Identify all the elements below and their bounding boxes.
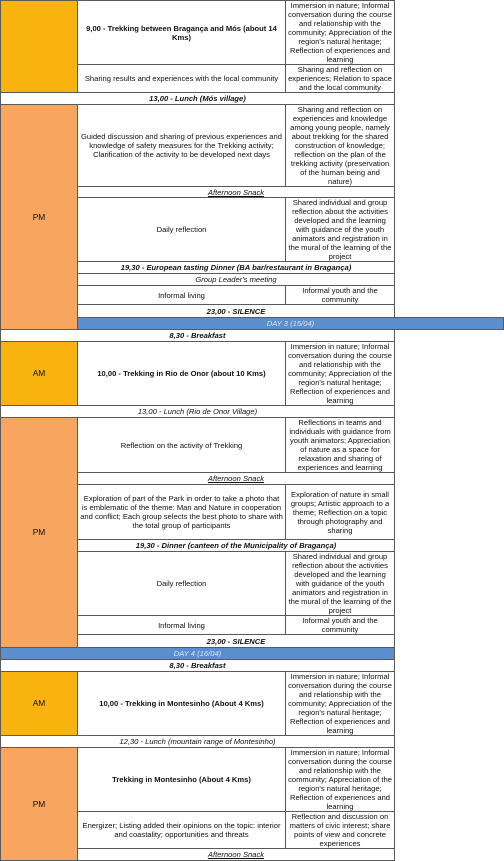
day3-objectives-trekking-rio-de-onor: Immersion in nature; Informal conversation during the course and relationship with the community; Appreciation of the region's natural heritage; Reflection of experiences and learning: [286, 342, 395, 406]
day3-objectives-reflection-trekking: Reflections in teams and individuals with guidance from youth animators; Appreciation of nature as a space for relaxation and sharing of experiences and learning: [286, 418, 395, 473]
day3-activity-trekking-rio-de-onor: 10,00 - Trekking in Rio de Onor (about 10 Kms): [78, 342, 286, 406]
day4-objectives-energizer: Reflection and discussion on matters of civic interest; share points of view and concrete experiences: [286, 812, 395, 849]
day4-activity-trekking-montesinho: 10,00 - Trekking in Montesinho (About 4 Kms): [78, 672, 286, 736]
day3-lunch-row: 13,00 - Lunch (Rio de Onor Village): [1, 406, 395, 418]
day3-activity-daily-reflection: Daily reflection: [78, 552, 286, 616]
activity-sharing-results: Sharing results and experiences with the local community: [78, 65, 286, 93]
dinner-european-row: 19,30 - European tasting Dinner (BA bar/restaurant in Bragança): [78, 262, 395, 274]
period-pm-label: PM: [32, 211, 46, 222]
day4-period-am: AM: [1, 672, 78, 736]
lunch-mos-row: 13,00 - Lunch (Mós village): [1, 93, 395, 105]
objectives-sharing-results: Sharing and reflection on experiences; Relation to space and the local community: [286, 65, 395, 93]
day4-objectives-trekking-montesinho: Immersion in nature; Informal conversation during the course and relationship with the community; Appreciation of the region's natural heritage; Reflection of experiences and learning: [286, 672, 395, 736]
day3-dinner-row: 19,30 - Dinner (canteen of the Municipality of Bragança): [78, 540, 395, 552]
objectives-informal-living: Informal youth and the community: [286, 286, 395, 305]
day3-period-pm: PM: [1, 418, 78, 648]
activity-daily-reflection: Daily reflection: [78, 198, 286, 262]
day3-activity-reflection-trekking: Reflection on the activity of Trekking: [78, 418, 286, 473]
activity-informal-living: Informal living: [78, 286, 286, 305]
day-4-header: DAY 4 (16/04): [1, 648, 395, 660]
day3-period-am: AM: [1, 342, 78, 406]
day3-activity-informal-living: Informal living: [78, 616, 286, 635]
period-pm-cell: [1, 105, 78, 330]
afternoon-snack-row: Afternoon Snack: [78, 187, 395, 198]
day4-breakfast-row: 8,30 - Breakfast: [1, 660, 395, 672]
day-3-header: DAY 3 (15/04): [78, 318, 504, 330]
day3-silence-row: 23,00 - SILENCE: [78, 635, 395, 648]
activity-guided-discussion: Guided discussion and sharing of previous experiences and knowledge of safety measures for the Trekking activity; Clarification of the activity to be developed next days: [78, 105, 286, 187]
day4-activity-energizer: Energizer; Listing added their opinions on the topic: interior and coastality; opportunities and threats: [78, 812, 286, 849]
day4-period-pm: PM: [1, 748, 78, 861]
day3-objectives-informal-living: Informal youth and the community: [286, 616, 395, 635]
day3-objectives-daily-reflection: Shared individual and group reflection about the activities developed and the learning with guidance of the youth animators and registration in the mural of the learning of the project: [286, 552, 395, 616]
day4-activity-trekking-montesinho-pm: Trekking in Montesinho (About 4 Kms): [78, 748, 286, 812]
group-leaders-meeting-row: Group Leader's meeting: [78, 274, 395, 286]
day4-afternoon-snack-row: Afternoon Snack: [78, 849, 395, 861]
period-am-cell: [1, 1, 78, 93]
objectives-guided-discussion: Sharing and reflection on experiences and knowledge among young people, namely about trekking for the shared construction of knowledge; reflection on the plan of the trekking activity (preservation of the human being and nature): [286, 105, 395, 187]
day3-objectives-exploration-park: Exploration of nature in small groups; Artistic approach to a theme; Reflection on a topic through photography and sharing: [286, 485, 395, 540]
day3-afternoon-snack-row: Afternoon Snack: [78, 473, 395, 485]
objectives-daily-reflection: Shared individual and group reflection about the activities developed and the learning with guidance of the youth animators and registration in the mural of the learning of the project: [286, 198, 395, 262]
silence-row: 23,00 - SILENCE: [78, 305, 395, 318]
day4-objectives-trekking-montesinho-pm: Immersion in nature; Informal conversation during the course and relationship with the community; Appreciation of the region's natural heritage; Reflection of experiences and learning: [286, 748, 395, 812]
day4-lunch-row: 12,30 - Lunch (mountain range of Montesinho): [1, 736, 395, 748]
activity-trekking-braganca-mos: 9,00 - Trekking between Bragança and Mós (about 14 Kms): [78, 1, 286, 65]
objectives-trekking-braganca-mos: Immersion in nature; Informal conversation during the course and relationship with the community; Appreciation of the region's natural heritage; Reflection of experiences and learning: [286, 1, 395, 65]
day3-activity-exploration-park: Exploration of part of the Park in order to take a photo that is emblematic of the theme: Man and Nature in cooperation and conflict; Each group selects the best photo to share with the total group of participants: [78, 485, 286, 540]
day3-breakfast-row: 8,30 - Breakfast: [1, 330, 395, 342]
